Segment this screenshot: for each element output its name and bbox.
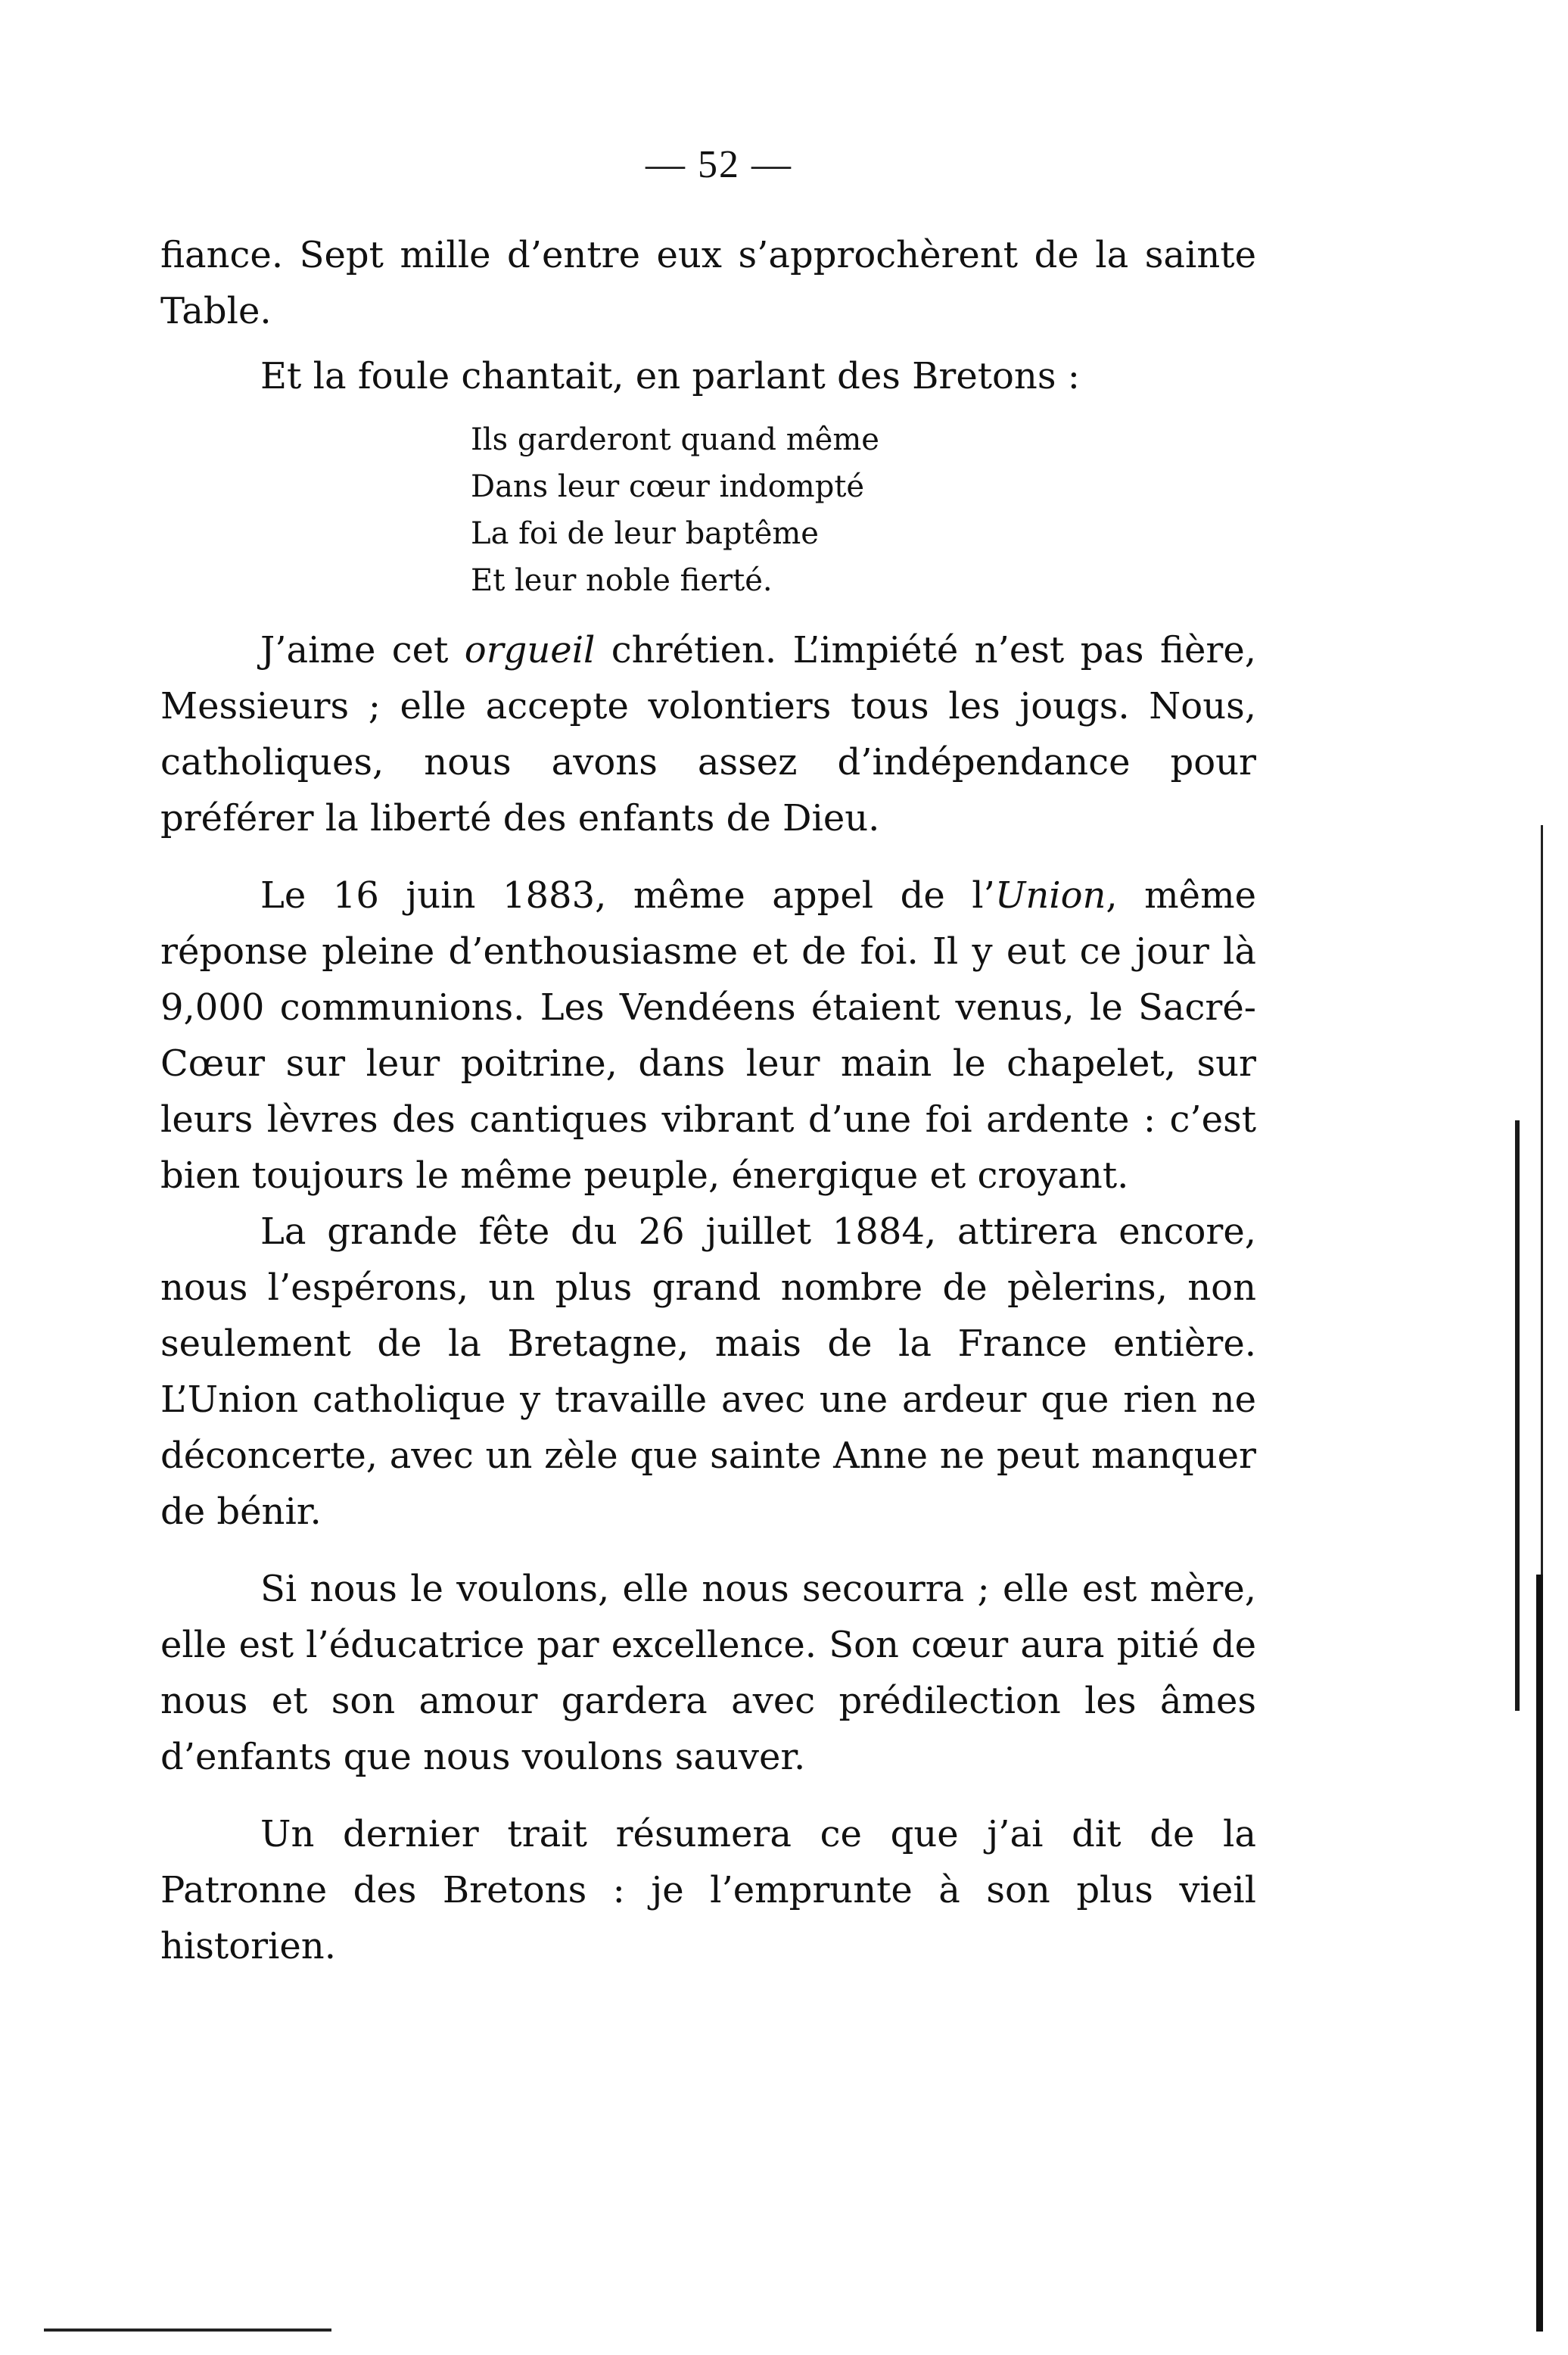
scan-margin-line [1515, 1120, 1520, 1711]
paragraph-1883-italic: Union [994, 874, 1106, 917]
poem-line: La foi de leur baptême [471, 516, 819, 551]
paragraph-mere: Si nous le voulons, elle nous secourra ; elle est mère, elle est l’éducatrice par excellence. Son cœur aura pitié de nous et son amour gardera avec prédilection les âmes d’enfants que nous voulons sauver. [160, 1568, 1256, 1778]
paragraph-1883 [160, 868, 1256, 1204]
paragraph-orgueil-italic: orgueil [464, 629, 596, 671]
paragraph-dernier-trait: Un dernier trait résumera ce que j’ai dit de la Patronne des Bretons : je l’emprunte à son plus vieil historien. [160, 1813, 1256, 1967]
page-body [160, 227, 1256, 1974]
poem-quote [471, 416, 1256, 604]
paragraph-orgueil [160, 622, 1256, 846]
page-number: — 52 — [646, 143, 792, 186]
paragraph-1883-text-start: Le 16 juin 1883, même appel de l’ [260, 874, 995, 917]
paragraph-intro: Et la foule chantait, en parlant des Bretons : [260, 355, 1080, 397]
paragraph-orgueil-text-start: J’aime cet [260, 629, 465, 671]
scan-margin-line [1536, 1575, 1543, 2332]
paragraph-1884: La grande fête du 26 juillet 1884, attirera encore, nous l’espérons, un plus grand nombre de pèlerins, non seulement de la Bretagne, mais de la France entière. L’Union catholique y travaille avec une ardeur que rien ne déconcerte, avec un zèle que sainte Anne ne peut manquer de bénir. [160, 1210, 1256, 1533]
poem-line: Ils garderont quand même [471, 422, 879, 457]
paragraph-1883-text-end: , même réponse pleine d’enthousiasme et de foi. Il y eut ce jour là 9,000 communions. Les Vendéens étaient venus, le Sacré-Cœur sur leur poitrine, dans leur main le chapelet, sur leurs lèvres des cantiques vibrant d’une foi ardente : c’est bien toujours le même peuple, énergique et croyant. [160, 874, 1257, 1197]
bottom-rule [44, 2329, 331, 2332]
poem-line: Et leur noble fierté. [471, 563, 773, 598]
paragraph-continuation: fiance. Sept mille d’entre eux s’approchèrent de la sainte Table. [160, 234, 1256, 332]
poem-line: Dans leur cœur indompté [471, 469, 865, 504]
paragraph-orgueil-text-end: chrétien. L’impiété n’est pas fière, Messieurs ; elle accepte volontiers tous les jougs. Nous, catholiques, nous avons assez d’indépendance pour préférer la liberté des enfants de Dieu. [160, 629, 1256, 840]
